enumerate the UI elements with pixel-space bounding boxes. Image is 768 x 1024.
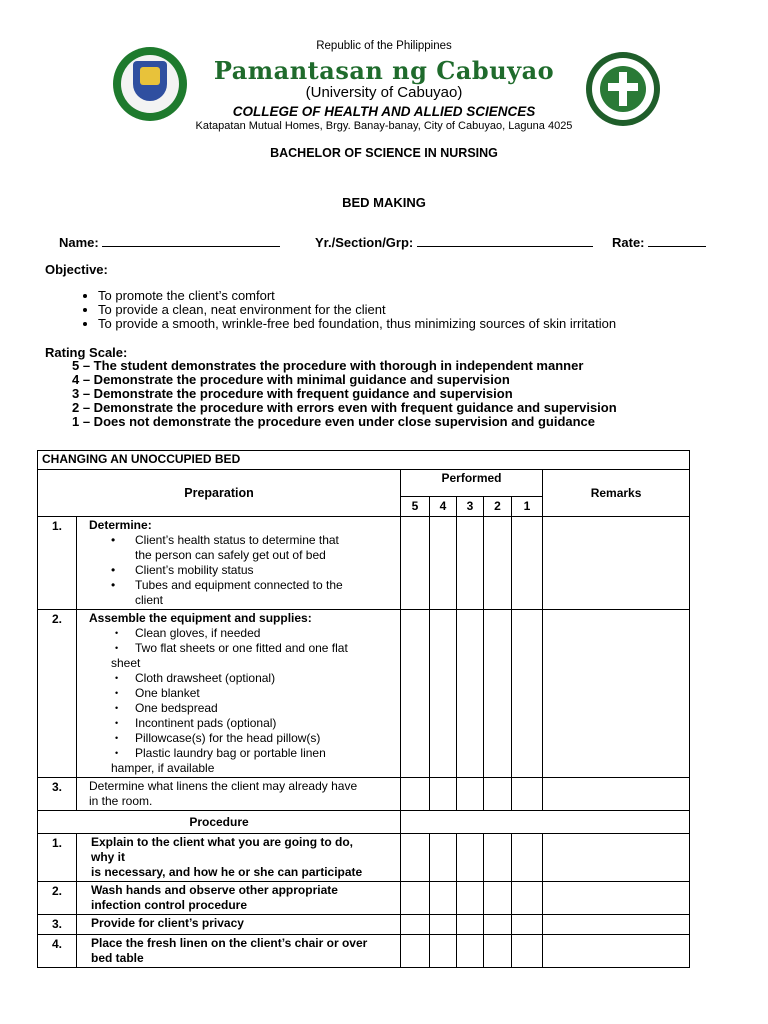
list-item: sheet bbox=[111, 656, 141, 670]
remarks-cell[interactable] bbox=[543, 517, 690, 610]
step-text: Wash hands and observe other appropriate bbox=[91, 883, 338, 897]
step-cell bbox=[77, 610, 401, 778]
table-row bbox=[38, 935, 690, 968]
name-field[interactable] bbox=[59, 234, 280, 250]
score-cell[interactable] bbox=[484, 935, 512, 968]
address-text: Katapatan Mutual Homes, Brgy. Banay-banay, City of Cabuyao, Laguna 4025 bbox=[195, 120, 573, 132]
section-label: Yr./Section/Grp: bbox=[315, 235, 414, 250]
score-cell[interactable] bbox=[401, 517, 430, 610]
step-cell bbox=[77, 915, 401, 935]
procedure-header-row bbox=[38, 811, 690, 834]
step-text: Determine what linens the client may already have bbox=[89, 779, 358, 793]
rating-item: 3 – Demonstrate the procedure with frequent guidance and supervision bbox=[72, 386, 513, 401]
rating-scale-list bbox=[72, 359, 617, 429]
list-item: • One bedspread bbox=[89, 701, 396, 716]
section-field[interactable] bbox=[315, 234, 593, 250]
score-5: 5 bbox=[401, 497, 430, 517]
rate-label: Rate: bbox=[612, 235, 645, 250]
score-cell[interactable] bbox=[401, 882, 430, 915]
remarks-cell[interactable] bbox=[543, 935, 690, 968]
row-number: 4. bbox=[38, 935, 77, 968]
step-cell bbox=[77, 834, 401, 882]
name-label: Name: bbox=[59, 235, 99, 250]
score-4: 4 bbox=[430, 497, 457, 517]
header-row bbox=[38, 470, 690, 497]
score-cell[interactable] bbox=[484, 882, 512, 915]
table-row bbox=[38, 834, 690, 882]
score-cell[interactable] bbox=[457, 882, 484, 915]
score-1: 1 bbox=[512, 497, 543, 517]
remarks-cell[interactable] bbox=[543, 882, 690, 915]
score-cell[interactable] bbox=[512, 882, 543, 915]
remarks-cell[interactable] bbox=[543, 834, 690, 882]
section-blank[interactable] bbox=[417, 234, 593, 247]
score-cell[interactable] bbox=[457, 834, 484, 882]
list-item: the person can safely get out of bed bbox=[135, 548, 326, 562]
score-cell[interactable] bbox=[484, 778, 512, 811]
remarks-header: Remarks bbox=[543, 470, 690, 517]
table-row bbox=[38, 517, 690, 610]
procedure-header-blank bbox=[401, 811, 690, 834]
step-text: Place the fresh linen on the client’s chair or over bbox=[91, 936, 368, 950]
step-text: infection control procedure bbox=[91, 898, 248, 912]
score-cell[interactable] bbox=[430, 834, 457, 882]
row-number: 3. bbox=[38, 915, 77, 935]
score-cell[interactable] bbox=[430, 882, 457, 915]
step-heading: Determine: bbox=[89, 518, 152, 532]
list-item: hamper, if available bbox=[111, 761, 215, 775]
score-cell[interactable] bbox=[484, 834, 512, 882]
table-title-row bbox=[38, 451, 690, 470]
step-cell bbox=[77, 517, 401, 610]
score-cell[interactable] bbox=[512, 517, 543, 610]
list-item: • Clean gloves, if needed bbox=[89, 626, 396, 641]
score-cell[interactable] bbox=[430, 935, 457, 968]
score-cell[interactable] bbox=[484, 610, 512, 778]
list-item: • Cloth drawsheet (optional) bbox=[89, 671, 396, 686]
list-item: • One blanket bbox=[89, 686, 396, 701]
preparation-header: Preparation bbox=[38, 470, 401, 517]
step-text: bed table bbox=[91, 951, 144, 965]
score-cell[interactable] bbox=[457, 778, 484, 811]
score-cell[interactable] bbox=[512, 935, 543, 968]
rating-item: 5 – The student demonstrates the procedure with thorough in independent manner bbox=[72, 358, 584, 373]
list-item: • Plastic laundry bag or portable linen bbox=[89, 746, 396, 761]
checklist-table bbox=[37, 450, 690, 968]
table-row bbox=[38, 882, 690, 915]
university-name: Pamantasan ng Cabuyao bbox=[213, 56, 555, 85]
step-text: why it bbox=[91, 850, 126, 864]
step-text: Provide for client’s privacy bbox=[91, 916, 244, 930]
rating-item: 2 – Demonstrate the procedure with errors even with frequent guidance and supervision bbox=[72, 400, 617, 415]
score-cell[interactable] bbox=[457, 935, 484, 968]
score-cell[interactable] bbox=[484, 915, 512, 935]
republic-text: Republic of the Philippines bbox=[316, 40, 452, 52]
row-number: 3. bbox=[38, 778, 77, 811]
page-title: BED MAKING bbox=[342, 195, 426, 210]
score-cell[interactable] bbox=[457, 610, 484, 778]
rate-blank[interactable] bbox=[648, 234, 706, 247]
step-text: is necessary, and how he or she can participate bbox=[91, 865, 363, 879]
step-text: Explain to the client what you are going to do, bbox=[91, 835, 354, 849]
score-cell[interactable] bbox=[484, 517, 512, 610]
table-row bbox=[38, 778, 690, 811]
college-name: COLLEGE OF HEALTH AND ALLIED SCIENCES bbox=[232, 104, 536, 119]
name-blank[interactable] bbox=[102, 234, 280, 247]
remarks-cell[interactable] bbox=[543, 915, 690, 935]
remarks-cell[interactable] bbox=[543, 610, 690, 778]
score-cell[interactable] bbox=[401, 610, 430, 778]
step-cell bbox=[77, 882, 401, 915]
table-title: CHANGING AN UNOCCUPIED BED bbox=[38, 451, 690, 470]
list-item: • Client’s health status to determine that bbox=[89, 533, 396, 548]
score-2: 2 bbox=[484, 497, 512, 517]
step-heading: Assemble the equipment and supplies: bbox=[89, 611, 312, 625]
program-title: BACHELOR OF SCIENCE IN NURSING bbox=[270, 146, 498, 160]
university-english-name: (University of Cabuyao) bbox=[305, 84, 463, 101]
step-text: in the room. bbox=[89, 794, 153, 808]
objective-list bbox=[70, 289, 616, 331]
list-item: • Two flat sheets or one fitted and one flat bbox=[89, 641, 396, 656]
objective-item: • To promote the client’s comfort bbox=[98, 289, 616, 303]
list-item: • Incontinent pads (optional) bbox=[89, 716, 396, 731]
score-cell[interactable] bbox=[457, 517, 484, 610]
score-cell[interactable] bbox=[401, 915, 430, 935]
list-item: • Pillowcase(s) for the head pillow(s) bbox=[89, 731, 396, 746]
row-number: 1. bbox=[38, 517, 77, 610]
score-cell[interactable] bbox=[430, 778, 457, 811]
score-cell[interactable] bbox=[512, 834, 543, 882]
list-item: client bbox=[135, 593, 164, 607]
score-cell[interactable] bbox=[512, 610, 543, 778]
table-row bbox=[38, 915, 690, 935]
performed-header: Performed bbox=[401, 470, 543, 497]
rating-label: Rating Scale: bbox=[45, 345, 128, 360]
score-cell[interactable] bbox=[401, 935, 430, 968]
rate-field[interactable] bbox=[612, 234, 706, 250]
list-item: • Tubes and equipment connected to the bbox=[89, 578, 396, 593]
remarks-cell[interactable] bbox=[543, 778, 690, 811]
row-number: 2. bbox=[38, 610, 77, 778]
step-cell bbox=[77, 935, 401, 968]
score-cell[interactable] bbox=[512, 778, 543, 811]
objective-item: • To provide a clean, neat environment for the client bbox=[98, 303, 616, 317]
score-cell[interactable] bbox=[401, 778, 430, 811]
row-number: 2. bbox=[38, 882, 77, 915]
score-3: 3 bbox=[457, 497, 484, 517]
score-cell[interactable] bbox=[401, 834, 430, 882]
list-item: • Client’s mobility status bbox=[89, 563, 396, 578]
table-row bbox=[38, 610, 690, 778]
row-number: 1. bbox=[38, 834, 77, 882]
score-cell[interactable] bbox=[430, 517, 457, 610]
score-cell[interactable] bbox=[430, 915, 457, 935]
objective-item: • To provide a smooth, wrinkle-free bed foundation, thus minimizing sources of skin irritation bbox=[98, 317, 616, 331]
procedure-header: Procedure bbox=[38, 811, 401, 834]
objective-label: Objective: bbox=[45, 262, 108, 277]
rating-item: 4 – Demonstrate the procedure with minimal guidance and supervision bbox=[72, 372, 510, 387]
step-cell bbox=[77, 778, 401, 811]
score-cell[interactable] bbox=[512, 915, 543, 935]
rating-item: 1 – Does not demonstrate the procedure even under close supervision and guidance bbox=[72, 414, 596, 429]
score-cell[interactable] bbox=[457, 915, 484, 935]
score-cell[interactable] bbox=[430, 610, 457, 778]
